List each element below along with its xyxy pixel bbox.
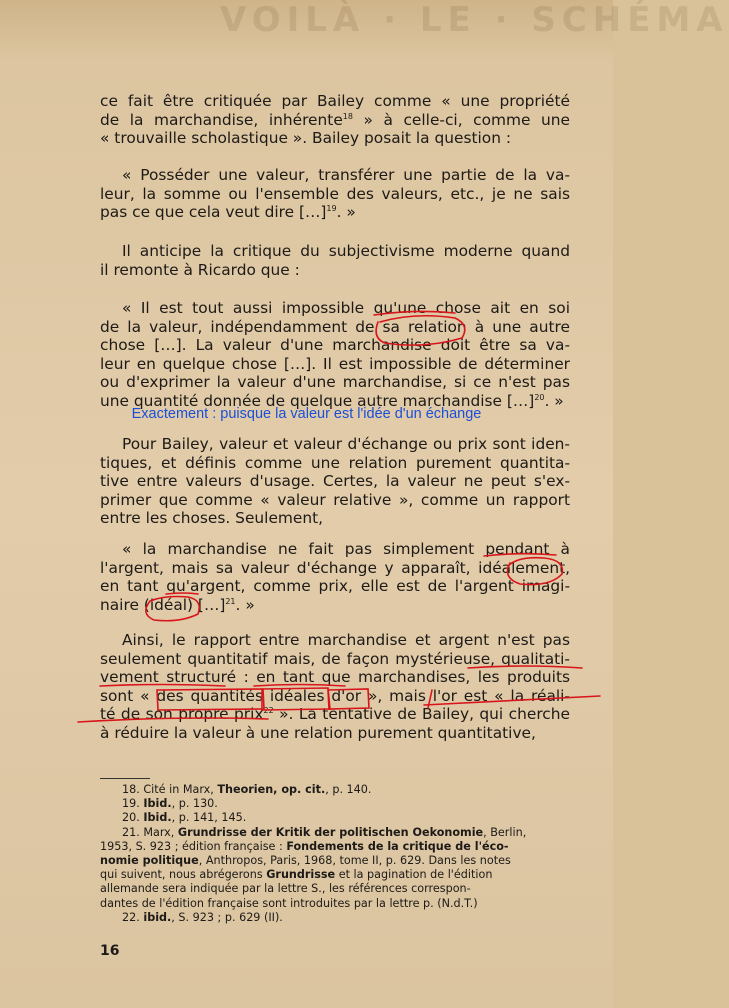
footnote-text: Cité in Marx,	[143, 783, 218, 796]
footnote-title: Theorien, op. cit.	[217, 783, 326, 796]
footnote-22	[100, 911, 570, 925]
text-line: « la marchandise ne fait pas simplement pendant à	[122, 540, 570, 558]
footnote-text: 21. Marx,	[122, 825, 178, 839]
text-line: sont « des quantités idéales d'or », mais l'or est « la réali-	[100, 686, 570, 705]
text-line: tive entre valeurs d'usage. Certes, la valeur ne peut s'ex-	[100, 472, 570, 491]
text-line: de la valeur, indépendamment de sa relation à une autre	[100, 317, 570, 336]
footnote-text: 1953, S. 923 ; édition française :	[100, 839, 287, 853]
footnote-21-line	[100, 840, 570, 854]
text-line: « Il est tout aussi impossible qu'une chose ait en soi	[122, 299, 570, 317]
text-line: ce fait être critiquée par Bailey comme « une propriété	[100, 92, 570, 110]
footnote-text: , p. 141, 145.	[171, 811, 247, 825]
quote-2	[100, 299, 570, 411]
text-line: en tant qu'argent, comme prix, elle est de l'argent imagi-	[100, 577, 570, 596]
text-segment: de la marchandise, inhérente	[100, 110, 343, 129]
footnote-title: Ibid.	[143, 797, 172, 811]
text-line: Ainsi, le rapport entre marchandise et argent n'est pas	[122, 631, 570, 649]
footnote-title: Grundrisse der Kritik der politischen Oekonomie	[177, 825, 484, 839]
text-line: il remonte à Ricardo que :	[100, 260, 300, 279]
text-line	[100, 596, 570, 615]
footnote-ref: 21	[225, 596, 236, 606]
footnote-text: , p. 140.	[325, 783, 372, 796]
footnote-text: , p. 130.	[171, 797, 218, 811]
text-line: vement structuré : en tant que marchandises, les produits	[100, 668, 570, 687]
footnote-21-line	[100, 854, 570, 868]
text-segment: . »	[235, 595, 255, 614]
footnote-title: Ibid.	[143, 811, 172, 825]
footnote-19	[100, 797, 570, 811]
paragraph-4	[100, 631, 570, 743]
text-line: primer que comme « valeur relative », comme un rapport	[100, 490, 570, 509]
text-line: ou d'exprimer la valeur d'une marchandise, si ce n'est pas	[100, 373, 570, 392]
footnote-text: , S. 923 ; p. 629 (II).	[171, 910, 283, 924]
text-segment: . »	[336, 203, 356, 222]
text-line: chose […]. La valeur d'une marchandise doit être sa va-	[100, 336, 570, 355]
blue-annotation: Exactement : puisque la valeur est l'idée d'un échange	[131, 406, 482, 422]
text-segment: . »	[544, 391, 564, 410]
footnote-text: , Anthropos, Paris, 1968, tome II, p. 629. Dans les notes	[198, 854, 511, 868]
footnote-ref: 22	[263, 706, 274, 716]
text-line: Pour Bailey, valeur et valeur d'échange ou prix sont iden-	[122, 435, 570, 453]
quote-3	[100, 540, 570, 614]
footnote-text: , Berlin,	[483, 825, 527, 839]
footnote-title: ibid.	[143, 910, 172, 924]
text-segment: » à celle-ci, comme une	[352, 110, 570, 129]
paragraph-3	[100, 435, 570, 528]
text-line: entre les choses. Seulement,	[100, 509, 324, 528]
footnote-number: 19.	[122, 797, 140, 811]
text-line: à réduire la valeur à une relation purement quantitative,	[100, 723, 536, 742]
quote-1	[100, 166, 570, 222]
text-line: « Posséder une valeur, transférer une partie de la va-	[122, 166, 570, 184]
paragraph-1	[100, 92, 570, 148]
text-line: tiques, et définis comme une relation purement quantita-	[100, 453, 570, 472]
footnote-text: et la pagination de l'édition	[335, 868, 493, 882]
text-segment: té de son propre prix	[100, 705, 264, 724]
text-segment: une quantité donnée de quelque autre marchandise […]	[100, 391, 535, 410]
text-line	[100, 705, 570, 724]
text-line	[100, 203, 570, 222]
text-line: Il anticipe la critique du subjectivisme moderne quand	[122, 242, 570, 260]
text-line: l'argent, mais sa valeur d'échange y apparaît, idéalement,	[100, 558, 570, 577]
footnote-18	[100, 783, 570, 797]
text-line	[100, 111, 570, 130]
footnote-title: Fondements de la critique de l'éco-	[286, 839, 509, 853]
footnote-ref: 18	[342, 111, 353, 121]
footnote-title: nomie politique	[100, 854, 199, 868]
footnote-21-line: allemande sera indiquée par la lettre S., les références correspon-	[100, 882, 471, 896]
footnote-rule	[100, 778, 150, 779]
footnote-title: Grundrisse	[266, 868, 336, 882]
text-segment: pas ce que cela veut dire […]	[100, 203, 327, 222]
text-line: leur en quelque chose […]. Il est impossible de déterminer	[100, 354, 570, 373]
text-line: leur, la somme ou l'ensemble des valeurs, etc., je ne sais	[100, 184, 570, 203]
footnote-20	[100, 811, 570, 825]
text-segment: naire (idéal) […]	[100, 595, 226, 614]
bleed-through-text: VOILÀ · LE · SCHÉMA	[220, 0, 729, 40]
text-line: seulement quantitatif mais, de façon mystérieuse, qualitati-	[100, 649, 570, 668]
footnotes	[100, 778, 570, 925]
footnote-number: 20.	[122, 811, 140, 825]
footnote-ref: 20	[534, 392, 545, 402]
footnote-number: 22.	[122, 910, 140, 924]
footnote-ref: 19	[326, 204, 337, 214]
footnote-text: qui suivent, nous abrégerons	[100, 868, 267, 882]
footnote-21-line	[100, 868, 570, 882]
text-segment: ». La tentative de Bailey, qui cherche	[273, 705, 570, 724]
text-line: « trouvaille scholastique ». Bailey posait la question :	[100, 129, 512, 148]
footnote-number: 18.	[122, 783, 140, 796]
paragraph-2	[100, 242, 570, 279]
footnote-21-line	[100, 826, 570, 840]
footnote-21-line: dantes de l'édition française sont introduites par la lettre p. (N.d.T.)	[100, 896, 478, 910]
page-number: 16	[100, 943, 120, 959]
